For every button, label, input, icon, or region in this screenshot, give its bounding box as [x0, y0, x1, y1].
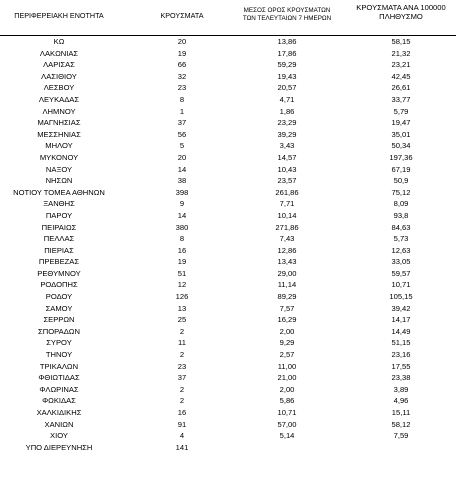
cell-region: ΠΑΡΟΥ — [45, 210, 73, 220]
cell-region: ΣΥΡΟΥ — [46, 338, 72, 348]
cell-cases: 380 — [175, 222, 189, 232]
table-row — [0, 233, 456, 245]
cell-region: ΡΟΔΟΠΗΣ — [40, 280, 78, 290]
table-row — [0, 94, 456, 106]
table-row — [0, 326, 456, 338]
cell-avg: 5,14 — [279, 431, 295, 441]
cell-cases: 5 — [179, 141, 185, 151]
cell-region: ΝΟΤΙΟΥ ΤΟΜΕΑ ΑΘΗΝΩΝ — [13, 187, 105, 197]
cell-per100k: 51,15 — [391, 338, 411, 348]
cell-avg: 2,57 — [279, 350, 295, 360]
cell-cases: 20 — [177, 37, 187, 46]
cell-per100k: 15,11 — [391, 408, 411, 417]
cell-region: ΚΩ — [53, 37, 65, 46]
cell-avg: 9,29 — [279, 338, 295, 348]
table-row — [0, 268, 456, 280]
cell-region: ΠΙΕΡΙΑΣ — [44, 245, 74, 255]
cell-per100k: 19,47 — [391, 118, 411, 128]
cell-per100k: 17,55 — [391, 361, 411, 371]
cell-avg: 12,86 — [277, 245, 297, 255]
table-row — [0, 187, 456, 199]
table-row — [0, 361, 456, 373]
cell-region: ΛΗΜΝΟΥ — [42, 106, 76, 116]
cell-cases: 14 — [177, 210, 187, 220]
table-row — [0, 372, 456, 384]
cell-avg: 3,43 — [279, 141, 295, 151]
cell-region: ΛΑΡΙΣΑΣ — [43, 60, 75, 70]
cell-avg: 17,86 — [277, 48, 297, 58]
table-row — [0, 279, 456, 291]
cell-region: ΞΑΝΘΗΣ — [43, 199, 75, 209]
cell-region: ΛΑΣΙΘΙΟΥ — [41, 71, 77, 81]
cell-per100k: 75,12 — [391, 187, 411, 197]
cell-cases: 19 — [177, 48, 187, 58]
cell-region: ΧΑΛΚΙΔΙΚΗΣ — [36, 408, 82, 417]
cell-cases: 20 — [177, 152, 187, 162]
cell-per100k: 197,36 — [389, 152, 413, 162]
cell-cases: 56 — [177, 129, 187, 139]
cell-per100k: 4,96 — [393, 396, 409, 406]
cell-region: ΛΕΥΚΑΔΑΣ — [38, 94, 80, 104]
table-row — [0, 291, 456, 303]
cell-avg: 20,57 — [277, 83, 297, 93]
cell-per100k: 14,49 — [391, 326, 411, 336]
cell-region: ΛΕΣΒΟΥ — [43, 83, 75, 93]
header-avg-line2: ΤΩΝ ΤΕΛΕΥΤΑΙΩΝ 7 ΗΜΕΡΩΝ — [242, 14, 332, 22]
cell-cases: 51 — [177, 268, 187, 278]
table-row — [0, 48, 456, 60]
cell-per100k: 23,16 — [391, 350, 411, 360]
cell-cases: 2 — [179, 326, 185, 336]
cell-cases: 25 — [177, 315, 187, 325]
header-per100k — [346, 3, 456, 21]
cell-region: ΣΑΜΟΥ — [45, 303, 73, 313]
cell-region: ΦΘΙΩΤΙΔΑΣ — [38, 373, 80, 383]
cell-region: ΡΟΔΟΥ — [45, 292, 73, 302]
cell-region: ΠΡΕΒΕΖΑΣ — [38, 257, 80, 267]
cell-cases: 37 — [177, 373, 187, 383]
cell-avg: 59,29 — [277, 60, 297, 70]
header-per100k-line1: ΚΡΟΥΣΜΑΤΑ ΑΝΑ 100000 — [356, 3, 446, 12]
cell-cases: 16 — [177, 245, 187, 255]
table-row — [0, 36, 456, 48]
cell-per100k: 23,21 — [391, 60, 411, 70]
table-row — [0, 175, 456, 187]
cell-cases: 141 — [175, 442, 189, 452]
cell-per100k: 5,73 — [393, 234, 409, 244]
cell-cases: 2 — [179, 350, 185, 360]
cell-region: ΦΛΩΡΙΝΑΣ — [39, 384, 79, 394]
cell-avg: 13,43 — [277, 257, 297, 267]
cell-per100k: 105,15 — [389, 292, 413, 302]
cell-avg: 14,57 — [277, 152, 297, 162]
table-row — [0, 256, 456, 268]
cell-avg: 19,43 — [277, 71, 297, 81]
cell-avg: 4,71 — [279, 94, 295, 104]
cell-cases: 32 — [177, 71, 187, 81]
cell-cases: 14 — [177, 164, 187, 174]
cell-avg: 29,00 — [277, 268, 297, 278]
cell-per100k: 39,42 — [391, 303, 411, 313]
cell-avg: 11,00 — [277, 361, 297, 371]
cell-avg: 10,71 — [277, 408, 297, 417]
cell-avg: 21,00 — [277, 373, 297, 383]
cell-avg: 57,00 — [277, 419, 297, 429]
cell-per100k: 50,34 — [391, 141, 411, 151]
cell-per100k: 12,63 — [391, 245, 411, 255]
table-row — [0, 117, 456, 129]
table-row — [0, 337, 456, 349]
cell-per100k: 35,01 — [391, 129, 411, 139]
cell-region: ΥΠΟ ΔΙΕΡΕΥΝΗΣΗ — [25, 442, 93, 452]
table-row — [0, 140, 456, 152]
cell-cases: 23 — [177, 361, 187, 371]
cell-region: ΜΕΣΣΗΝΙΑΣ — [37, 129, 81, 139]
cell-region: ΦΩΚΙΔΑΣ — [42, 396, 76, 406]
cell-per100k: 10,71 — [391, 280, 411, 290]
cell-cases: 38 — [177, 176, 187, 186]
cell-region: ΧΙΟΥ — [50, 431, 68, 441]
header-region: ΠΕΡΙΦΕΡΕΙΑΚΗ ΕΝΟΤΗΤΑ — [14, 11, 104, 20]
cell-per100k: 8,09 — [393, 199, 409, 209]
cell-region: ΣΠΟΡΑΔΩΝ — [38, 326, 80, 336]
cell-avg: 271,86 — [275, 222, 299, 232]
header-avg-line1: ΜΕΣΟΣ ΟΡΟΣ ΚΡΟΥΣΜΑΤΩΝ — [243, 7, 331, 14]
cell-cases: 12 — [177, 280, 187, 290]
header-avg — [228, 7, 346, 22]
table-row — [0, 442, 456, 454]
cell-avg: 11,14 — [277, 280, 297, 290]
cell-per100k: 42,45 — [391, 71, 411, 81]
cell-cases: 37 — [177, 118, 187, 128]
cell-region: ΜΥΚΟΝΟΥ — [39, 152, 79, 162]
cell-avg: 10,14 — [277, 210, 297, 220]
cell-avg: 2,00 — [279, 384, 295, 394]
cell-region: ΝΑΞΟΥ — [45, 164, 73, 174]
cell-avg: 89,29 — [277, 292, 297, 302]
cell-cases: 9 — [179, 199, 185, 209]
cell-cases: 66 — [177, 60, 187, 70]
cell-per100k: 50,9 — [393, 176, 409, 186]
cell-avg: 7,57 — [279, 303, 295, 313]
cell-cases: 4 — [179, 431, 185, 441]
cell-cases: 16 — [177, 408, 187, 417]
cell-region: ΣΕΡΡΩΝ — [43, 315, 75, 325]
cell-cases: 8 — [179, 234, 185, 244]
cell-per100k: 58,15 — [391, 37, 411, 46]
cell-per100k: 67,19 — [391, 164, 411, 174]
cell-region: ΡΕΘΥΜΝΟΥ — [37, 268, 81, 278]
cell-avg: 23,29 — [277, 118, 297, 128]
cell-avg: 7,43 — [279, 234, 295, 244]
table-row — [0, 82, 456, 94]
header-per100k-line2: ΠΛΗΘΥΣΜΟ — [379, 12, 423, 21]
table-row — [0, 164, 456, 176]
cell-avg: 261,86 — [275, 187, 299, 197]
cell-cases: 11 — [178, 338, 186, 348]
cell-avg: 13,86 — [277, 37, 297, 46]
cell-avg: 5,86 — [279, 396, 295, 406]
table-row — [0, 210, 456, 222]
cell-region: ΠΕΛΛΑΣ — [43, 234, 75, 244]
cell-avg: 10,43 — [277, 164, 297, 174]
cell-per100k: 3,89 — [393, 384, 409, 394]
cell-per100k: 23,38 — [391, 373, 411, 383]
table-row — [0, 71, 456, 83]
cell-cases: 23 — [177, 83, 187, 93]
cell-per100k: 58,12 — [391, 419, 411, 429]
table-row — [0, 407, 456, 419]
cell-region: ΤΗΝΟΥ — [45, 350, 73, 360]
table-row — [0, 349, 456, 361]
table-row — [0, 419, 456, 431]
cell-per100k: 33,77 — [391, 94, 411, 104]
table-row — [0, 384, 456, 396]
table-row — [0, 198, 456, 210]
table-row — [0, 245, 456, 257]
cell-region: ΜΑΓΝΗΣΙΑΣ — [37, 118, 81, 128]
cell-per100k: 33,05 — [391, 257, 411, 267]
cell-region: ΠΕΙΡΑΙΩΣ — [41, 222, 77, 232]
cell-region: ΜΗΛΟΥ — [45, 141, 73, 151]
cell-cases: 13 — [177, 303, 187, 313]
table-row — [0, 152, 456, 164]
table-row — [0, 59, 456, 71]
cell-region: ΝΗΣΩΝ — [45, 176, 73, 186]
cell-cases: 126 — [175, 292, 189, 302]
cell-per100k: 93,8 — [393, 210, 409, 220]
table-row — [0, 222, 456, 234]
cell-per100k: 26,61 — [391, 83, 411, 93]
cell-cases: 8 — [179, 94, 185, 104]
header-cases: ΚΡΟΥΣΜΑΤΑ — [160, 11, 204, 20]
cell-per100k: 5,79 — [393, 106, 409, 116]
cell-avg: 39,29 — [277, 129, 297, 139]
cell-cases: 2 — [179, 384, 185, 394]
cell-region: ΧΑΝΙΩΝ — [44, 419, 74, 429]
table-row — [0, 129, 456, 141]
cell-avg: 7,71 — [279, 199, 295, 209]
cell-cases: 19 — [177, 257, 187, 267]
table-row — [0, 430, 456, 442]
cell-per100k: 21,32 — [391, 48, 411, 58]
table-body — [0, 36, 456, 453]
table-row — [0, 106, 456, 118]
cell-per100k: 14,17 — [391, 315, 411, 325]
table-row — [0, 303, 456, 315]
cell-cases: 2 — [179, 396, 185, 406]
table-row — [0, 314, 456, 326]
cell-per100k: 7,59 — [393, 431, 409, 441]
cell-region: ΛΑΚΩΝΙΑΣ — [39, 48, 79, 58]
table-row — [0, 395, 456, 407]
cell-avg: 23,57 — [277, 176, 297, 186]
cell-region: ΤΡΙΚΑΛΩΝ — [39, 361, 79, 371]
cell-cases: 398 — [175, 187, 189, 197]
cell-per100k: 84,63 — [391, 222, 411, 232]
cell-cases: 1 — [179, 106, 185, 116]
cell-per100k: 59,57 — [391, 268, 411, 278]
cell-avg: 16,29 — [277, 315, 297, 325]
cell-avg: 2,00 — [279, 326, 295, 336]
cell-avg: 1,86 — [279, 106, 295, 116]
cell-cases: 91 — [177, 419, 187, 429]
